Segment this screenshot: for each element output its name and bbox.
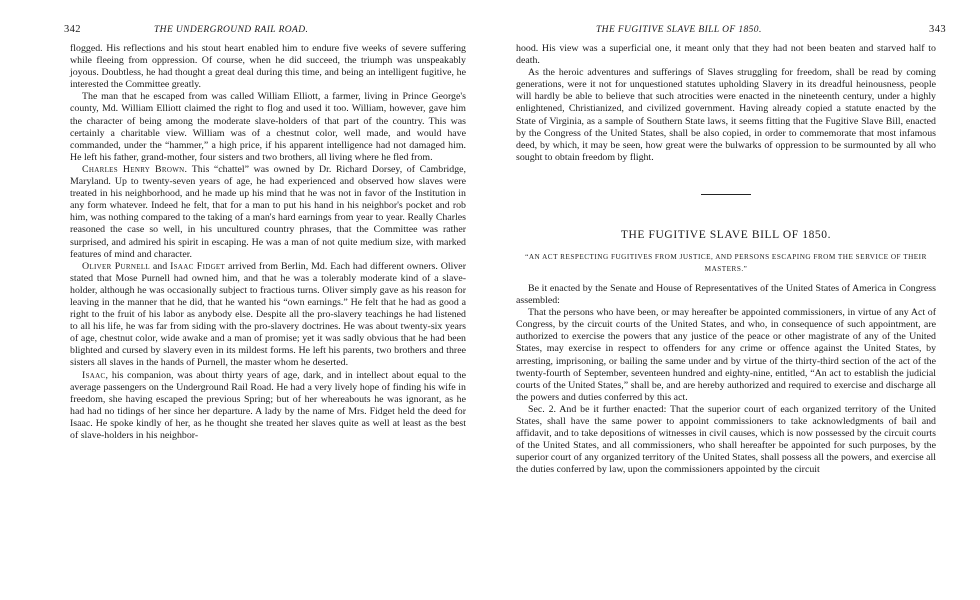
left-paragraph-4 [70,261,466,370]
name-isaac-fidget: Isaac Fidget [170,260,226,272]
left-paragraph-4-text: arrived from Berlin, Md. Each had different owners. Oliver stated that Mose Purnell had owned him, and that he was a tolerably moderate kind of a slave-holder, although he was occasionally subject to fractious turns. Oliver simply gave as his reason for leaving in the manner that he did, that he wanted his “own earnings.” He felt that he had as good a right to the fruit of his labor as anybody else. Despite all the pro-slavery teachings he had listened to all his life, he was far from siding with the pro-slavery doctrines. He was about twenty-six years of age, chestnut color, wide awake and a man of promise; yet it was sadly obvious that he had been blighted and cursed by slavery even in its mildest forms. He left his parents, two brothers and three sisters all slaves in the hands of Purnell, the master whom he deserted. [70,260,466,369]
bill-section-1: That the persons who have been, or may hereafter be appointed commissioners, in virtue of any Act of Congress, by the circuit courts of the United States, and who, in consequence of such appointment, are authorized to exercise the powers that any justice of the peace or other magistrate of any of the United States, may exercise in respect to offenders for any crime or offence against the United States, by arresting, imprisoning, or bailing the same under and by virtue of the thirty-third section of the act of the twenty-fourth of September, seventeen hundred and eighty-nine, entitled, “An act to establish the judicial courts of the United States,” shall be, and are hereby authorized and required to exercise and discharge all the powers and duties conferred by this act. [516,307,936,403]
section-divider [701,194,751,195]
left-paragraph-5-text: his companion, was about thirty years of age, dark, and in intellect about equal to the average passengers on the Underground Rail Road. He had a very lively hope of finding his wife in freedom, she having escaped the previous Spring; but of her whereabouts he was ignorant, as he had had no tidings of her since her departure. A lady by the name of Mrs. Fidget held the deed for Isaac. He spoke kindly of her, as he thought she treated her slaves quite as well at least as the best of slave-holders in his neighbor- [70,369,466,441]
name-charles-henry-brown: Charles Henry Brown. [82,163,188,175]
left-running-title: THE UNDERGROUND RAIL ROAD. [154,25,309,35]
bill-title: THE FUGITIVE SLAVE BILL OF 1850. [620,228,832,241]
right-running-head [516,24,946,40]
left-paragraph-2: The man that he escaped from was called William Elliott, a farmer, living in Prince George's county, Md. William Elliott claimed the right to flog and used it too. William, however, gave him the character of being among the moderate slave-holders of that part of the country. This was certainly a charitable view. William was of a chestnut color, well made, and would have commanded, under the “hammer,” a high price, if his apparent intelligence had not damaged him. He left his father, grand-mother, four sisters and two brothers, all living where he fled from. [70,91,466,163]
right-running-title: THE FUGITIVE SLAVE BILL OF 1850. [596,25,762,35]
left-paragraph-5 [70,370,466,443]
right-paragraph-2: As the heroic adventures and sufferings of Slaves struggling for freedom, shall be read by coming generations, were it not for unquestioned statutes upholding Slavery in its dreadful heinousness, people will hardly be able to believe that such atrocities were enacted in the nineteenth century, under a highly enlightened, Christianized, and civilized government. Having already copied a statute enacted by the State of Virginia, as a sample of Southern State laws, it seems fitting that the Fugitive Slave Bill, enacted by the Congress of the United States, shall be also copied, in order to commemorate that most infamous deed, by which, it may be seen, how great were the bulwarks of oppression to be surmounted by all who sought to obtain freedom by flight. [516,67,936,163]
left-running-head [64,24,466,40]
right-page [490,0,980,600]
right-paragraph-1: hood. His view was a superficial one, it meant only that they had not been beaten and starved half to death. [516,43,936,67]
name-isaac: Isaac, [82,369,109,381]
bill-section-2: Sec. 2. And be it further enacted: That the superior court of each organized territory of the United States, shall have the same power to appoint commissioners to take acknowledgments of bail and affidavit, and to take depositions of witnesses in civil causes, which is now possessed by the circuit courts of the United States, and all commissioners, who shall hereafter be appointed for such purposes, by the superior court of any organized territory of the United States, shall possess all the powers, and exercise all the duties conferred by law, upon the commissioners appointed by the circuit [516,403,936,476]
left-paragraph-4-and: and [149,260,171,272]
bill-subtitle: “AN ACT RESPECTING FUGITIVES FROM JUSTICE, AND PERSONS ESCAPING FROM THE SERVICE OF THEIR MASTERS.” [525,252,927,273]
left-paragraph-3-text: This “chattel” was owned by Dr. Richard Dorsey, of Cambridge, Maryland. Up to twenty-seven years of age, he had experienced and observed how slaves were treated in his neighborhood, and he made up his mind that he was not in favor of the Institution in any form whatever. Indeed he felt, that for a man to put his hand in his neighbor's pocket and rob him, was nothing compared to the taking of a man's hard earnings from year to year. Really Charles reasoned the case so well, in his uncultured country phrases, that the Committee was rather surprised, and admired his spirit in escaping. He was a man of not quite medium size, with marked features of mind and character. [70,163,466,260]
left-paragraph-3 [70,164,466,261]
left-page-number: 342 [64,24,81,35]
left-paragraph-1: flogged. His reflections and his stout heart enabled him to endure five weeks of severe suffering while fleeing from oppression. Of course, when he did succeed, the triumph was unspeakably joyous. Doubtless, he had thought a great deal during this time, and being an intelligent fugitive, he interested the Committee greatly. [70,43,466,91]
bill-enacting-clause: Be it enacted by the Senate and House of Representatives of the United States of America in Congress assembled: [516,282,936,307]
right-page-number: 343 [929,24,946,35]
name-oliver-purnell: Oliver Purnell [82,260,150,272]
